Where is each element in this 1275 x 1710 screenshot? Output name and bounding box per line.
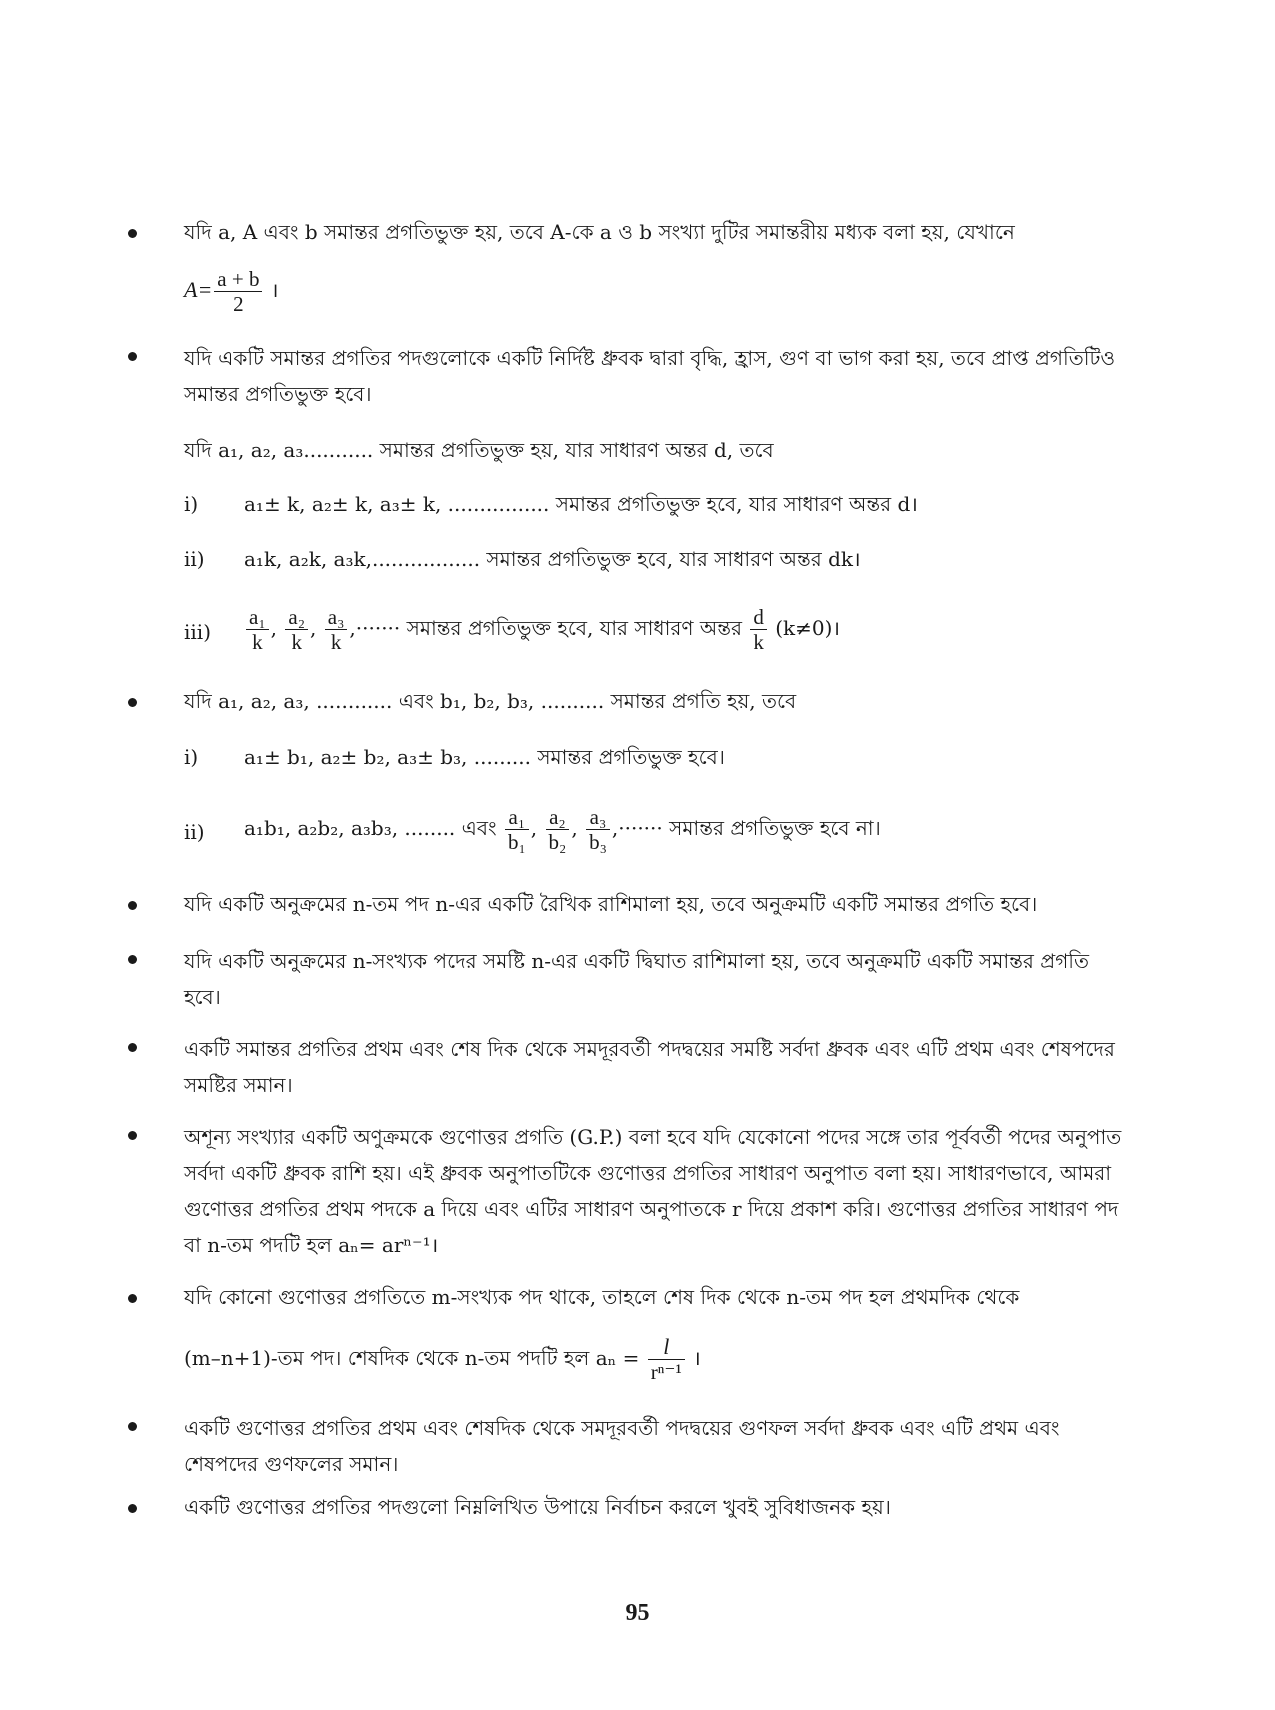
ap-multiply-constant: a₁k, a₂k, a₃k,................. সমান্তর প্রগতিভুক্ত হবে, যার সাধারণ অন্তর dk। <box>244 547 861 571</box>
item-text: ,······· সমান্তর প্রগতিভুক্ত হবে, যার সাধারণ অন্তর <box>349 616 742 640</box>
fraction-denominator: k <box>252 630 263 654</box>
formula-lhs: A= <box>184 277 213 302</box>
gp-equidistant-product-paragraph: একটি গুণোত্তর প্রগতির প্রথম এবং শেষদিক থেকে সমদূরবর্তী পদদ্বয়ের গুণফল সর্বদা ধ্রুবক এবং এটি প্রথম এবং শেষপদের গুণফলের সমান। <box>184 1416 1060 1476</box>
fraction <box>214 267 262 316</box>
ap-add-constant: a₁± k, a₂± k, a₃± k, ................ সমান্তর প্রগতিভুক্ত হবে, যার সাধারণ অন্তর d। <box>244 492 918 516</box>
arithmetic-mean-definition: যদি a, A এবং b সমান্তর প্রগতিভুক্ত হয়, তবে A-কে a ও b সংখ্যা দুটির সমান্তরীয় মধ্যক বলা হয়, যেখানে <box>184 220 1015 244</box>
ap-intro-line: যদি a₁, a₂, a₃........... সমান্তর প্রগতিভুক্ত হয়, যার সাধারণ অন্তর d, তবে <box>184 438 774 462</box>
fraction-denominator: 2 <box>233 292 244 316</box>
fraction-numerator: d <box>750 605 767 630</box>
gp-nth-from-end-formula <box>184 1330 701 1386</box>
fraction-denominator: k <box>330 630 342 654</box>
fraction <box>325 605 348 654</box>
fraction-numerator: a₂ <box>546 805 570 830</box>
sentence-end: । <box>270 278 279 302</box>
bullet-dot <box>128 698 137 707</box>
bullet-dot <box>128 955 137 964</box>
item-label: iii) <box>184 620 211 644</box>
ap-transform-paragraph: যদি একটি সমান্তর প্রগতির পদগুলোকে একটি নির্দিষ্ট ধ্রুবক দ্বারা বৃদ্ধি, হ্রাস, গুণ বা ভাগ করা হয়, তবে প্রাপ্ত প্রগতিটিও সমান্তর প্রগতিভুক্ত হবে। <box>184 346 1116 406</box>
sentence-end: (k≠0)। <box>775 616 841 640</box>
fraction-numerator: l <box>648 1335 685 1360</box>
item-label: ii) <box>184 547 205 571</box>
bullet-dot <box>128 901 137 910</box>
bullet-dot <box>128 1131 137 1140</box>
bullet-dot <box>128 1422 137 1431</box>
bullet-dot <box>128 352 137 361</box>
formula-text: (m–n+1)-তম পদ। শেষদিক থেকে n-তম পদটি হল aₙ = <box>184 1346 640 1370</box>
bullet-dot <box>128 229 137 238</box>
quadratic-sum-paragraph: যদি একটি অনুক্রমের n-সংখ্যক পদের সমষ্টি n-এর একটি দ্বিঘাত রাশিমালা হয়, তবে অনুক্রমটি একটি সমান্তর প্রগতি হবে। <box>184 949 1090 1009</box>
ap-divide-constant: $\frac{\text{a₁}}{k}$ , $\frac{\text{a₂}}{k}$ , $\frac{\text{a₃}}{k}$ ,······· সমান্তর প্রগতিভুক্ত হবে, যার সাধারণ অন্তর $\frac{d}{k}$ (k≠0)। <box>244 598 840 658</box>
item-text: ,······· সমান্তর প্রগতিভুক্ত হবে না। <box>611 816 881 840</box>
fraction-numerator: a₁ <box>505 805 529 830</box>
item-text: a₁b₁, a₂b₂, a₃b₃, ........ এবং <box>244 816 497 840</box>
fraction-denominator: b₁ <box>507 830 526 854</box>
bullet-dot <box>128 1043 137 1052</box>
fraction-numerator: a + b <box>214 267 262 292</box>
fraction <box>285 605 308 654</box>
fraction-numerator: a₃ <box>325 605 348 630</box>
bullet-dot <box>128 1294 137 1303</box>
fraction-denominator: b₃ <box>589 830 607 854</box>
fraction-numerator: a₂ <box>285 605 308 630</box>
fraction-numerator: a₃ <box>586 805 610 830</box>
bullet-dot <box>128 1504 137 1513</box>
arithmetic-mean-formula <box>184 266 278 316</box>
page-number: 95 <box>625 1600 650 1626</box>
fraction <box>586 805 610 854</box>
ap-sum-difference: a₁± b₁, a₂± b₂, a₃± b₃, ......... সমান্তর প্রগতিভুক্ত হবে। <box>244 745 725 769</box>
fraction <box>546 805 570 854</box>
sentence-end: । <box>693 1346 701 1370</box>
item-label: ii) <box>184 820 205 844</box>
gp-nth-from-end-line1: যদি কোনো গুণোত্তর প্রগতিতে m-সংখ্যক পদ থাকে, তাহলে শেষ দিক থেকে n-তম পদ হল প্রথমদিক থেকে <box>184 1285 1020 1309</box>
fraction-denominator: rⁿ⁻¹ <box>650 1360 682 1384</box>
item-label: i) <box>184 492 199 516</box>
item-label: i) <box>184 745 199 769</box>
fraction-denominator: k <box>291 630 302 654</box>
ap-product-quotient: a₁b₁, a₂b₂, a₃b₃, ........ এবং $\frac{\text{a₁}}{\text{b₁}}$ , $\frac{\text{a₂}}{\text{b₂}}$ , $\frac{\text{a₃}}{\text{b₃}}$ ,······· সমান্তর প্রগতিভুক্ত হবে না। <box>244 805 881 854</box>
fraction <box>246 605 269 654</box>
gp-term-selection-paragraph: একটি গুণোত্তর প্রগতির পদগুলো নিম্নলিখিত উপায়ে নির্বাচন করলে খুবই সুবিধাজনক হয়। <box>184 1495 891 1519</box>
fraction <box>648 1335 685 1384</box>
fraction-denominator: k <box>753 630 764 654</box>
equidistant-sum-paragraph: একটি সমান্তর প্রগতির প্রথম এবং শেষ দিক থেকে সমদূরবর্তী পদদ্বয়ের সমষ্টি সর্বদা ধ্রুবক এবং এটি প্রথম এবং শেষপদের সমষ্টির সমান। <box>184 1037 1115 1097</box>
fraction-numerator: a₁ <box>246 605 269 630</box>
linear-nth-term-paragraph: যদি একটি অনুক্রমের n-তম পদ n-এর একটি রৈখিক রাশিমালা হয়, তবে অনুক্রমটি একটি সমান্তর প্রগতি হবে। <box>184 892 1038 916</box>
two-ap-intro: যদি a₁, a₂, a₃, ............ এবং b₁, b₂, b₃, .......... সমান্তর প্রগতি হয়, তবে <box>184 689 797 713</box>
gp-definition-paragraph: অশূন্য সংখ্যার একটি অণুক্রমকে গুণোত্তর প্রগতি (G.P.) বলা হবে যদি যেকোনো পদের সঙ্গে তার পূর্ববর্তী পদের অনুপাত সর্বদা একটি ধ্রুবক রাশি হয়। এই ধ্রুবক অনুপাতটিকে গুণোত্তর প্রগতির সাধারণ অনুপাত বলা হয়। সাধারণভাবে, আমরা গুণোত্তর প্রগতির প্রথম পদকে a দিয়ে এবং এটির সাধারণ অনুপাতকে r দিয়ে প্রকাশ করি। গুণোত্তর প্রগতির সাধারণ পদ বা n-তম পদটি হল aₙ= arⁿ⁻¹। <box>184 1125 1122 1257</box>
fraction <box>750 605 767 654</box>
fraction-denominator: b₂ <box>548 830 567 854</box>
fraction <box>505 805 529 854</box>
